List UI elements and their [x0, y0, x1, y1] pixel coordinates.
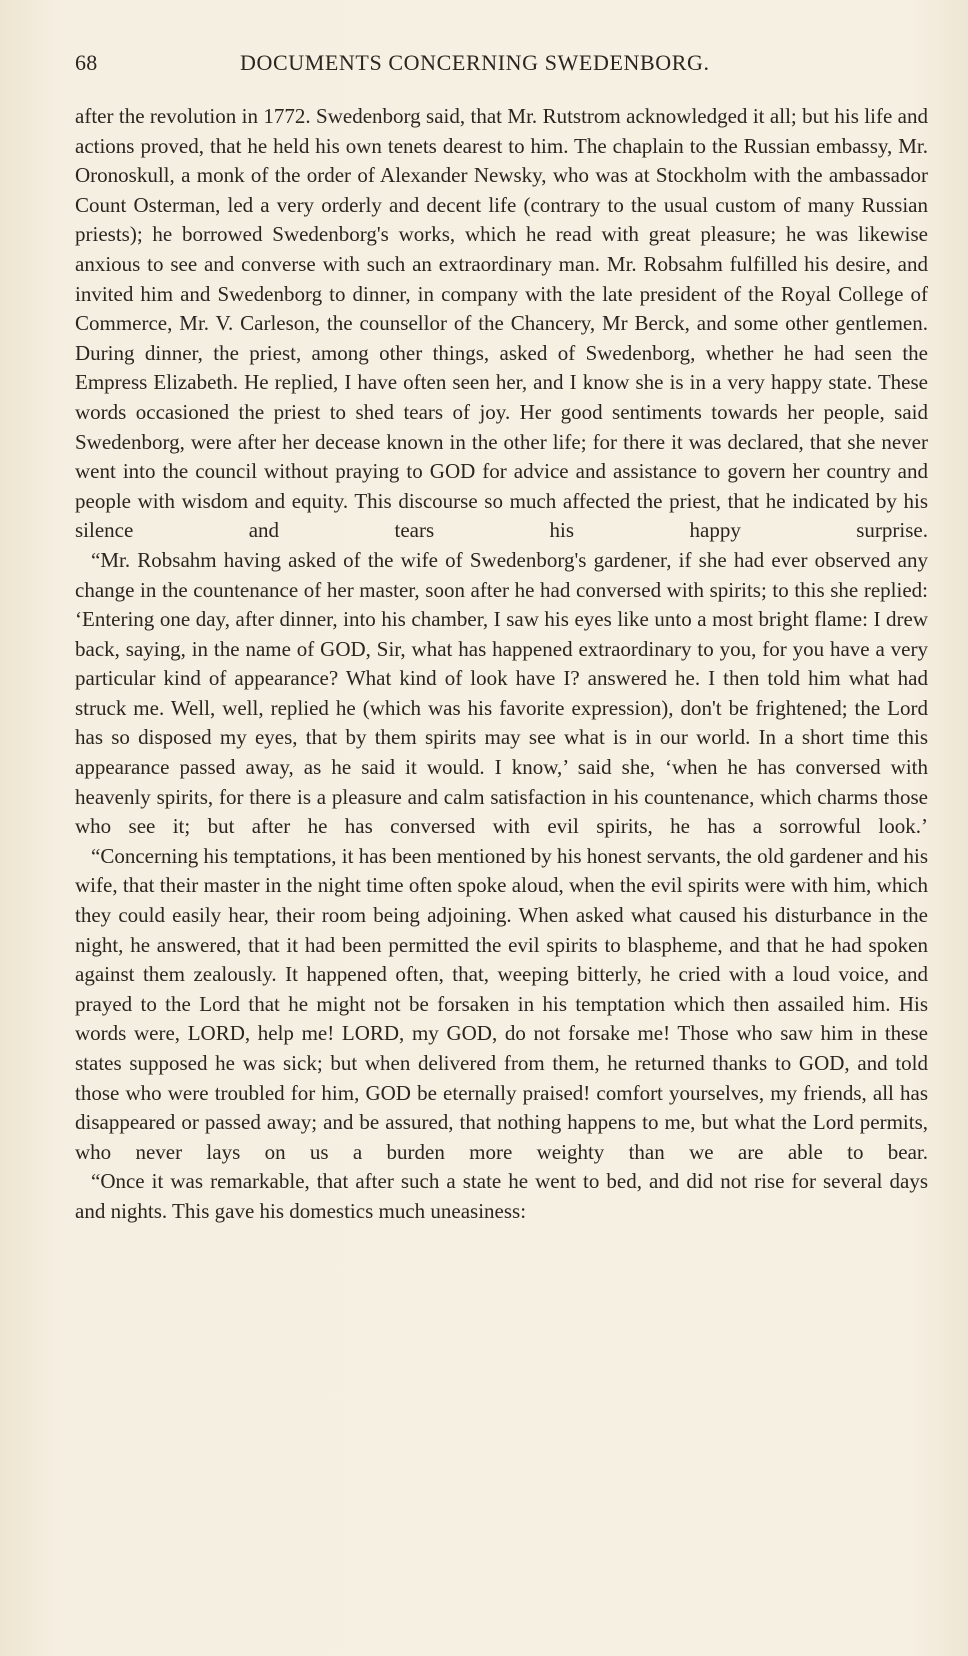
running-head: DOCUMENTS CONCERNING SWEDENBORG. — [240, 50, 710, 75]
paragraph-3: “Concerning his temptations, it has been mentioned by his honest servants, the old gardener and his wife, that their master in the night time often spoke aloud, when the evil spirits were with him, which they could easily hear, their room being adjoining. When asked what caused his disturbance in the night, he answered, that it had been permitted the evil spirits to blaspheme, and that he had spoken against them zealously. It happened often, that, weeping bitterly, he cried with a loud voice, and prayed to the Lord that he might not be forsaken in his temptation which then assailed him. His words were, LORD, help me! LORD, my GOD, do not forsake me! Those who saw him in these states supposed he was sick; but when delivered from them, he returned thanks to GOD, and told those who were troubled for him, GOD be eternally praised! comfort yourselves, my friends, all has disappeared or passed away; and be assured, that nothing happens to me, but what the Lord permits, who never lays on us a burden more weighty than we are able to bear. — [75, 843, 928, 1164]
paragraph-1: after the revolution in 1772. Swedenborg said, that Mr. Rutstrom acknowledged it all; but his life and actions proved, that he held his own tenets dearest to him. The chaplain to the Russian embassy, Mr. Oronoskull, a monk of the order of Alexander Newsky, who was at Stockholm with the ambassador Count Osterman, led a very orderly and decent life (contrary to the usual custom of many Russian priests); he borrowed Swedenborg's works, which he read with great pleasure; he was likewise anxious to see and converse with such an extraordinary man. Mr. Robsahm fulfilled his desire, and invited him and Swedenborg to dinner, in company with the late president of the Royal College of Commerce, Mr. V. Carleson, the counsellor of the Chancery, Mr Berck, and some other gentlemen. During dinner, the priest, among other things, asked of Swedenborg, whether he had seen the Empress Elizabeth. He replied, I have often seen her, and I know she is in a very happy state. These words occasioned the priest to shed tears of joy. Her good sentiments towards her people, said Swedenborg, were after her decease known in the other life; for there it was declared, that she never went into the council without praying to GOD for advice and assistance to govern her country and people with wisdom and equity. This discourse so much affected the priest, that he indicated by his silence and tears his happy surprise. — [75, 104, 928, 543]
paragraph-4: “Once it was remarkable, that after such a state he went to bed, and did not rise for several days and nights. This gave his domestics much uneasiness: — [75, 1169, 928, 1223]
paragraph-2: “Mr. Robsahm having asked of the wife of Swedenborg's gardener, if she had ever observed any change in the countenance of her master, soon after he had conversed with spirits; to this she replied: ‘Entering one day, after dinner, into his chamber, I saw his eyes like unto a most bright flame: I drew back, saying, in the name of GOD, Sir, what has happened extraordinary to you, for you have a very particular kind of appearance? What kind of look have I? answered he. I then told him what had struck me. Well, well, replied he (which was his favorite expression), don't be frightened; the Lord has so disposed my eyes, that by them spirits may see what is in our world. In a short time this appearance passed away, as he said it would. I know,’ said she, ‘when he has conversed with heavenly spirits, for there is a pleasure and calm satisfaction in his countenance, which charms those who see it; but after he has conversed with evil spirits, he has a sorrowful look.’ — [75, 547, 928, 839]
page-number: 68 — [75, 50, 98, 75]
page-header — [75, 46, 928, 80]
page-body — [75, 102, 928, 1227]
